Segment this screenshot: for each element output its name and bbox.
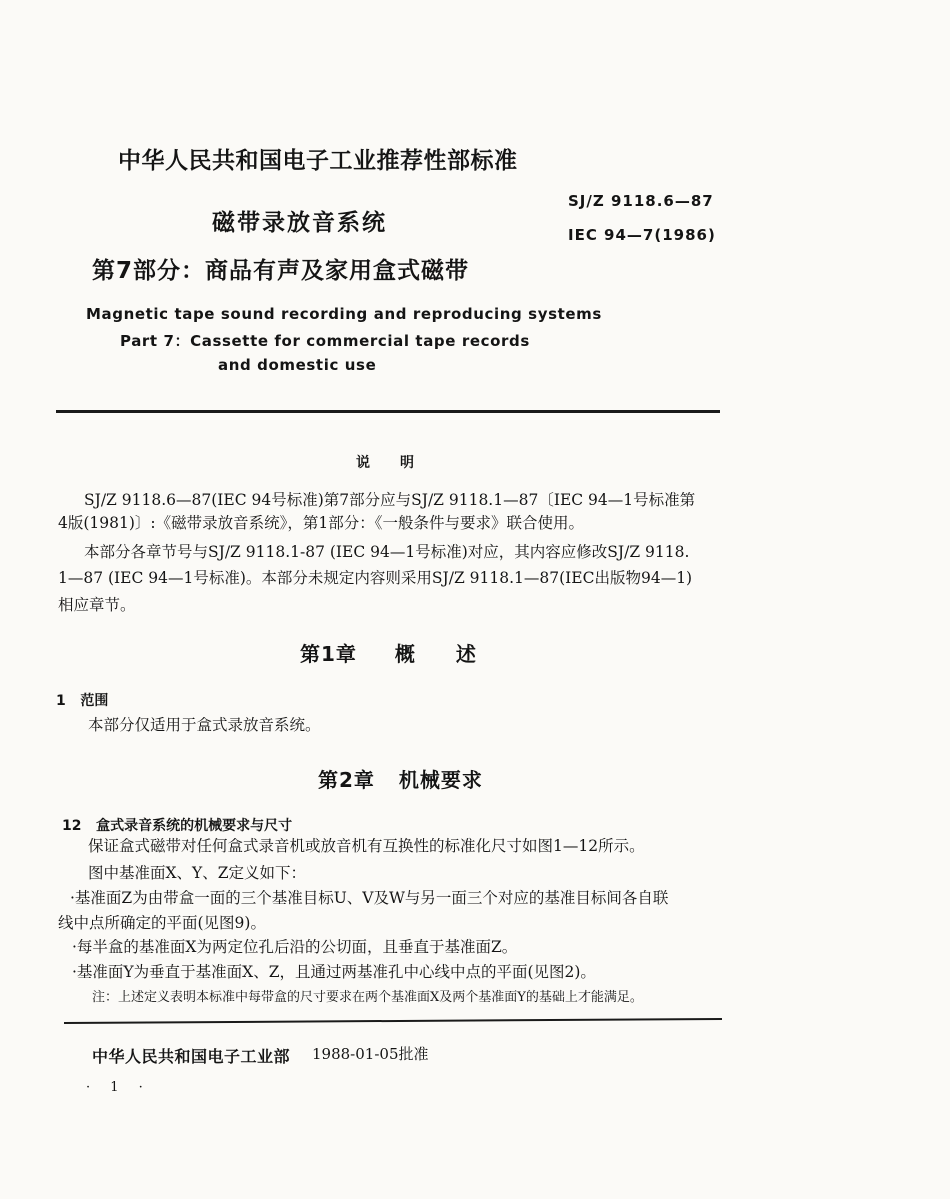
standard-code: SJ/Z 9118.6—87 — [568, 192, 714, 210]
section1-text: 本部分仅适用于盒式录放音系统。 — [88, 716, 321, 734]
section12-note: 注：上述定义表明本标准中每带盒的尺寸要求在两个基准面X及两个基准面Y的基础上才能满足。 — [92, 990, 643, 1005]
chapter2-heading — [318, 764, 483, 793]
section1-title: 范围 — [80, 693, 109, 709]
title-en-line2: Part 7：Cassette for commercial tape records — [120, 332, 530, 350]
chapter1-title-a: 概 — [394, 642, 416, 666]
footer-approval-date: 1988-01-05批准 — [312, 1045, 429, 1063]
section12-line: ·基准面Y为垂直于基准面X、Z，且通过两基准孔中心线中点的平面(见图2)。 — [72, 963, 596, 981]
chapter1-title-b: 述 — [455, 642, 477, 666]
footer-issuer: 中华人民共和国电子工业部 — [92, 1047, 291, 1066]
explanation-para1-line1: SJ/Z 9118.6—87(IEC 94号标准)第7部分应与SJ/Z 9118.1—87〔IEC 94—1号标准第 — [84, 491, 696, 509]
explanation-heading: 说明 — [356, 455, 444, 471]
explanation-para1-line2: 4版(1981)〕:《磁带录放音系统》，第1部分：《一般条件与要求》联合使用。 — [58, 514, 584, 532]
title-en-line1: Magnetic tape sound recording and reproducing systems — [86, 305, 602, 323]
footer-divider — [64, 1018, 722, 1024]
explanation-para2-line1: 本部分各章节号与SJ/Z 9118.1-87 (IEC 94—1号标准)对应，其内容应修改SJ/Z 9118. — [84, 543, 690, 561]
section12-line: 保证盒式磁带对任何盒式录音机或放音机有互换性的标准化尺寸如图1—12所示。 — [88, 837, 645, 855]
section12-line: 图中基准面X、Y、Z定义如下： — [88, 864, 307, 882]
section12-title: 盒式录音系统的机械要求与尺寸 — [96, 818, 293, 834]
section1-heading — [56, 690, 108, 710]
title-en-line3: and domestic use — [218, 356, 377, 374]
section12-number: 12 — [62, 818, 82, 834]
section12-line: ·基准面Z为由带盒一面的三个基准目标U、V及W与另一面三个对应的基准目标间各自联 — [70, 889, 669, 907]
chapter1-number: 第1章 — [300, 642, 357, 666]
title-cn-line2: 第7部分：商品有声及家用盒式磁带 — [92, 258, 470, 284]
page-number: · 1 · — [86, 1080, 151, 1095]
section12-line: 线中点所确定的平面(见图9)。 — [58, 914, 266, 932]
chapter2-title: 机械要求 — [398, 768, 483, 792]
title-cn-line1: 磁带录放音系统 — [212, 210, 387, 236]
chapter1-heading — [300, 638, 477, 667]
explanation-para2-line2: 1—87 (IEC 94—1号标准)。本部分未规定内容则采用SJ/Z 9118.1—87(IEC出版物94—1) — [58, 569, 693, 587]
section12-line: ·每半盒的基准面X为两定位孔后沿的公切面，且垂直于基准面Z。 — [72, 938, 518, 956]
chapter2-number: 第2章 — [318, 768, 375, 792]
header-divider — [56, 410, 720, 413]
explanation-para2-line3: 相应章节。 — [58, 596, 136, 614]
section12-heading — [62, 815, 292, 835]
organization-header: 中华人民共和国电子工业推荐性部标准 — [118, 148, 518, 174]
section1-number: 1 — [56, 693, 66, 709]
iec-code: IEC 94—7(1986) — [568, 226, 716, 244]
